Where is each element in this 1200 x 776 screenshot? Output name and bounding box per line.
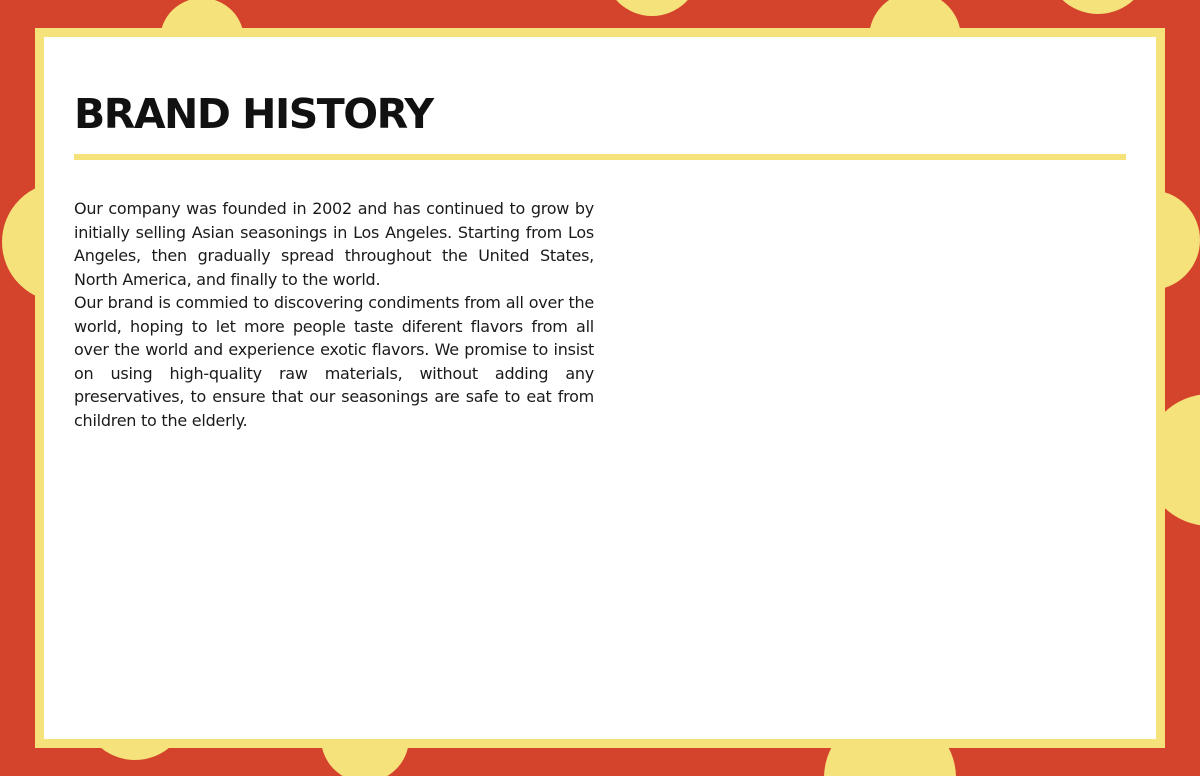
circle-decoration: [1046, 0, 1150, 14]
page-title: BRAND HISTORY: [74, 90, 433, 138]
title-underline: [74, 154, 1126, 160]
paragraph-founding: Our company was founded in 2002 and has continued to grow by initially selling Asian seasonings in Los Angeles. Starting from Los Angeles, then gradually spread throughout the United States, North America, and finally to the world.: [74, 199, 594, 289]
circle-decoration: [604, 0, 700, 16]
paragraph-commitment: Our brand is commied to discovering condiments from all over the world, hoping to let more people taste diferent flavors from all over the world and experience exotic flavors. We promise to insist on using high-quality raw materials, without adding any preservatives, to ensure that our seasonings are safe to eat from children to the elderly.: [74, 293, 594, 430]
content-card: [35, 28, 1165, 748]
body-text: [74, 197, 594, 432]
